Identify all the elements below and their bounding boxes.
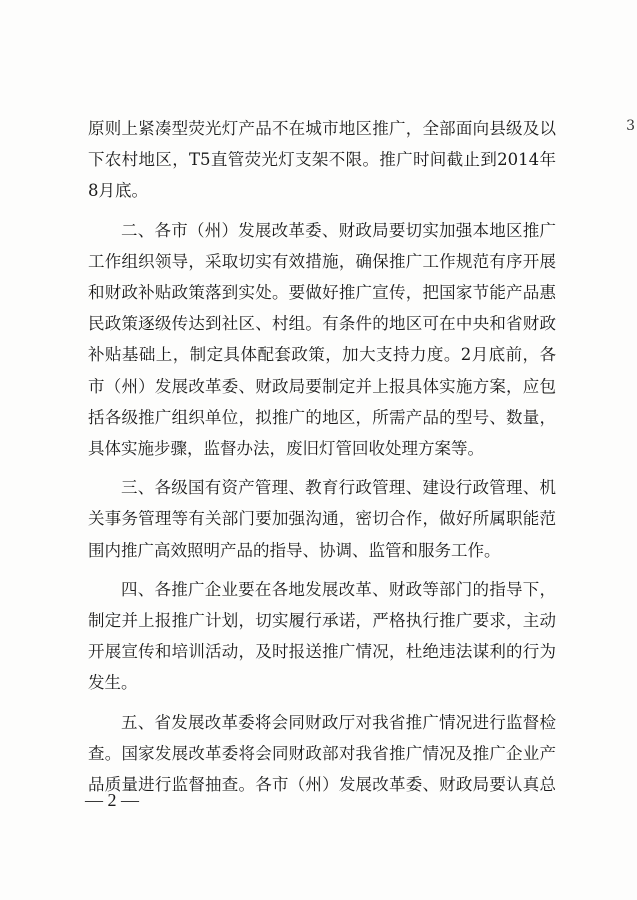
paragraph-3 bbox=[88, 472, 556, 566]
text-line: 下农村地区，T5直管荧光灯支架不限。推广时间截止到2014年 bbox=[88, 150, 556, 170]
paragraph-1 bbox=[88, 113, 556, 207]
edge-page-mark: 3 bbox=[626, 118, 635, 134]
text-line: 8月底。 bbox=[88, 181, 148, 201]
text-line: 开展宣传和培训活动，及时报送推广情况，杜绝违法谋利的行为 bbox=[88, 642, 556, 662]
page-number: — 2 — bbox=[85, 790, 139, 810]
text-line: 关事务管理等有关部门要加强沟通，密切合作，做好所属职能范 bbox=[88, 509, 556, 529]
document-body bbox=[88, 113, 556, 808]
paragraph-4 bbox=[88, 574, 556, 699]
text-line: 括各级推广组织单位，拟推广的地区，所需产品的型号、数量， bbox=[88, 407, 556, 427]
text-line: 工作组织领导，采取切实有效措施，确保推广工作规范有序开展 bbox=[88, 251, 556, 271]
text-line: 查。国家发展改革委将会同财政部对我省推广情况及推广企业产 bbox=[88, 743, 556, 763]
text-line: 具体实施步骤，监督办法，废旧灯管回收处理方案等。 bbox=[88, 439, 484, 459]
text-line: 四、各推广企业要在各地发展改革、财政等部门的指导下， bbox=[121, 579, 556, 599]
text-line: 发生。 bbox=[88, 673, 138, 693]
text-line: 民政策逐级传达到社区、村组。有条件的地区可在中央和省财政 bbox=[88, 314, 556, 334]
paragraph-5 bbox=[88, 707, 556, 801]
text-line: 原则上紧凑型荧光灯产品不在城市地区推广，全部面向县级及以 bbox=[88, 119, 556, 138]
text-line: 和财政补贴政策落到实处。要做好推广宣传，把国家节能产品惠 bbox=[88, 283, 556, 303]
text-line: 五、省发展改革委将会同财政厅对我省推广情况进行监督检 bbox=[121, 712, 556, 732]
text-line: 市（州）发展改革委、财政局要制定并上报具体实施方案，应包 bbox=[88, 376, 556, 396]
text-line: 围内推广高效照明产品的指导、协调、监管和服务工作。 bbox=[88, 540, 501, 560]
text-line: 三、各级国有资产管理、教育行政管理、建设行政管理、机 bbox=[121, 478, 556, 498]
paragraph-2 bbox=[88, 215, 556, 465]
text-line: 补贴基础上，制定具体配套政策，加大支持力度。2月底前，各 bbox=[88, 345, 556, 365]
text-line: 品质量进行监督抽查。各市（州）发展改革委、财政局要认真总 bbox=[88, 775, 556, 795]
text-line: 二、各市（州）发展改革委、财政局要切实加强本地区推广 bbox=[121, 220, 556, 240]
text-line: 制定并上报推广计划，切实履行承诺，严格执行推广要求，主动 bbox=[88, 611, 556, 631]
